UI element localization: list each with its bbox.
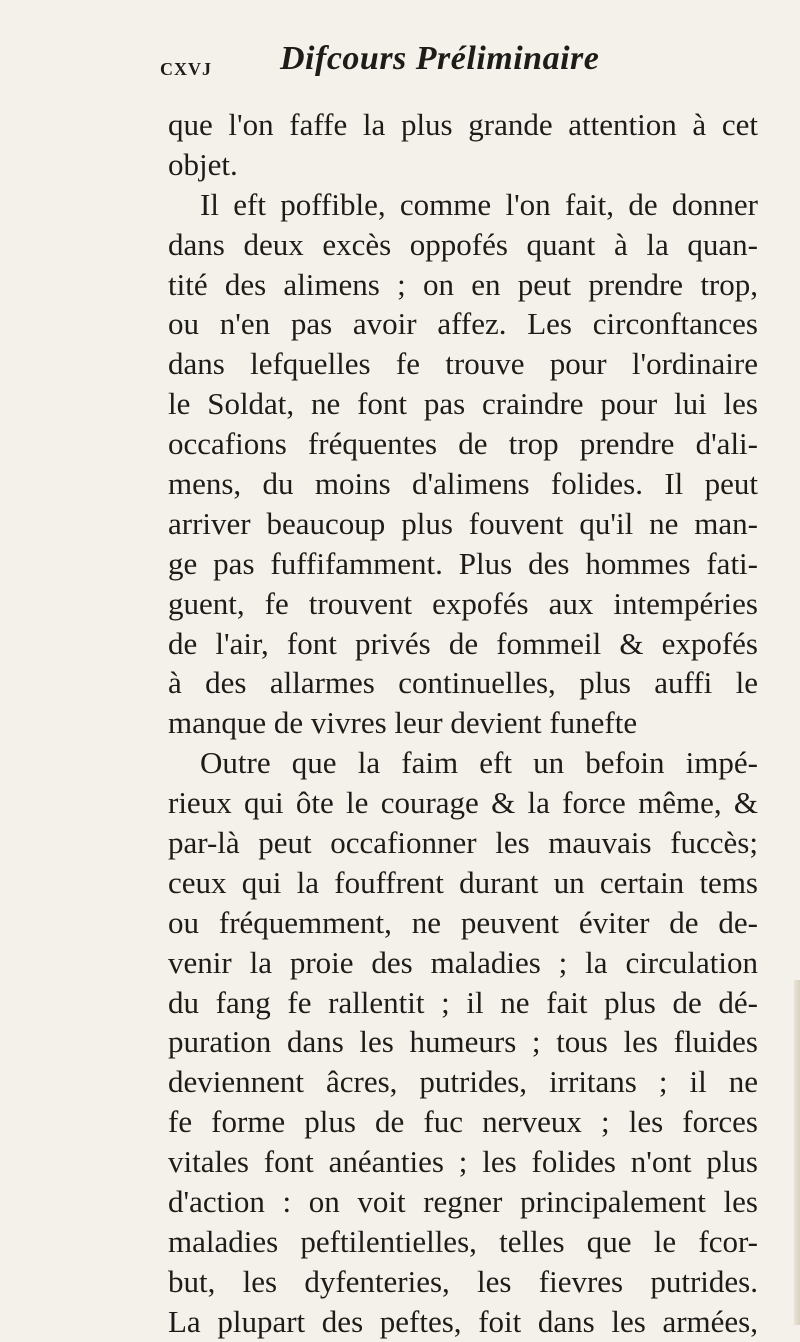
text-line: La plupart des peftes, foit dans les armées, xyxy=(168,1303,758,1339)
text-line: but, les dyfenteries, les fievres putrides. xyxy=(168,1263,758,1299)
text-line: dans lefquelles fe trouve pour l'ordinaire xyxy=(168,346,758,382)
text-line: mens, du moins d'alimens folides. Il peut xyxy=(168,466,758,502)
body-text xyxy=(168,105,758,1342)
text-line: ceux qui la fouffrent durant un certain tems xyxy=(168,864,758,900)
text-line: vitales font anéanties ; les folides n'ont plus xyxy=(168,1144,758,1180)
page-number: cxvj xyxy=(160,52,212,81)
text-line: par-là peut occafionner les mauvais fuccès; xyxy=(168,825,758,861)
page-edge-shadow xyxy=(794,980,800,1325)
text-line: tité des alimens ; on en peut prendre trop, xyxy=(168,266,758,302)
text-line: que l'on faffe la plus grande attention à cet xyxy=(168,107,758,142)
text-line: venir la proie des maladies ; la circulation xyxy=(168,944,758,980)
text-line: Il eft poffible, comme l'on fait, de donner xyxy=(200,186,758,222)
text-line: dans deux excès oppofés quant à la quan- xyxy=(168,226,758,262)
text-line: d'action : on voit regner principalement les xyxy=(168,1184,758,1220)
text-line: deviennent âcres, putrides, irritans ; il ne xyxy=(168,1064,758,1100)
text-line: maladies peftilentielles, telles que le fcor- xyxy=(168,1223,758,1259)
text-line: de l'air, font privés de fommeil & expofés xyxy=(168,625,758,661)
text-line: Outre que la faim eft un befoin impé- xyxy=(200,745,758,781)
text-line: fe forme plus de fuc nerveux ; les forces xyxy=(168,1104,758,1140)
text-line: occafions fréquentes de trop prendre d'ali- xyxy=(168,426,758,462)
page-header xyxy=(160,40,760,92)
text-line: rieux qui ôte le courage & la force même, & xyxy=(168,785,758,821)
text-line: puration dans les humeurs ; tous les fluides xyxy=(168,1024,758,1060)
text-line: objet. xyxy=(168,146,238,182)
text-line: guent, fe trouvent expofés aux intempéries xyxy=(168,585,758,621)
text-line: arriver beaucoup plus fouvent qu'il ne man- xyxy=(168,505,758,541)
text-line: à des allarmes continuelles, plus auffi le xyxy=(168,665,758,701)
text-line: le Soldat, ne font pas craindre pour lui les xyxy=(168,386,758,422)
text-line: manque de vivres leur devient funefte xyxy=(168,705,638,741)
text-line: du fang fe rallentit ; il ne fait plus de dé- xyxy=(168,984,758,1020)
text-line: ge pas fuffifamment. Plus des hommes fati- xyxy=(168,545,758,581)
text-line: ou n'en pas avoir affez. Les circonftances xyxy=(168,306,758,342)
running-title: Difcours Préliminaire xyxy=(280,40,600,77)
text-line: ou fréquemment, ne peuvent éviter de de- xyxy=(168,904,758,940)
